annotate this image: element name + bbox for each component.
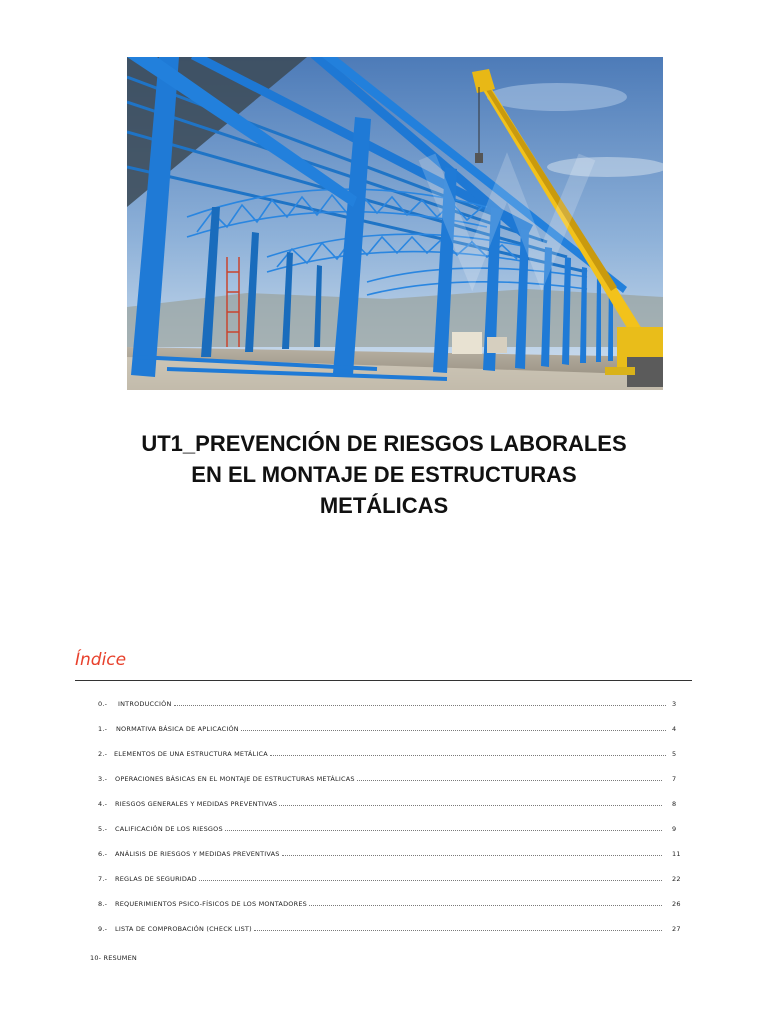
toc-entry-number: 5.- <box>98 825 108 833</box>
toc-entry-page: 3 <box>672 700 677 708</box>
toc-leader-dots <box>225 830 662 831</box>
toc-leader-dots <box>309 905 662 906</box>
toc-entry-label: OPERACIONES BÁSICAS EN EL MONTAJE DE ESTRUCTURAS METÁLICAS <box>115 775 355 783</box>
toc-entry-number: 1.- <box>98 725 108 733</box>
toc-leader-dots <box>199 880 662 881</box>
toc-entry-page: 22 <box>672 875 681 883</box>
toc-entry-page: 27 <box>672 925 681 933</box>
toc-entry-page: 26 <box>672 900 681 908</box>
title-line-2: EN EL MONTAJE DE ESTRUCTURAS <box>191 462 577 487</box>
toc-leader-dots <box>279 805 662 806</box>
toc-entry[interactable] <box>98 746 668 758</box>
toc-entry-label: RIESGOS GENERALES Y MEDIDAS PREVENTIVAS <box>115 800 278 808</box>
toc-entry-page: 9 <box>672 825 677 833</box>
toc-leader-dots <box>357 780 662 781</box>
toc-entry-label: REQUERIMIENTOS PSICO-FÍSICOS DE LOS MONTADORES <box>115 900 307 908</box>
document-title <box>0 428 768 521</box>
toc-entry-number: 8.- <box>98 900 108 908</box>
index-divider <box>75 680 692 681</box>
toc-leader-dots <box>241 730 666 731</box>
index-heading: Índice <box>75 650 127 670</box>
toc-leader-dots <box>254 930 662 931</box>
toc-entry[interactable] <box>98 821 664 833</box>
toc-entry[interactable] <box>90 950 190 962</box>
toc-entry[interactable] <box>98 696 668 708</box>
toc-entry[interactable] <box>98 796 664 808</box>
toc-entry-label: ANÁLISIS DE RIESGOS Y MEDIDAS PREVENTIVAS <box>115 850 280 858</box>
toc-entry-number: 6.- <box>98 850 108 858</box>
toc-entry[interactable] <box>98 896 664 908</box>
title-line-3: METÁLICAS <box>319 493 449 518</box>
toc-entry-label: CALIFICACIÓN DE LOS RIESGOS <box>115 825 223 833</box>
toc-leader-dots <box>282 855 662 856</box>
toc-entry[interactable] <box>98 921 664 933</box>
toc-entry-number: 10- RESUMEN <box>90 954 137 962</box>
toc-entry[interactable] <box>98 871 664 883</box>
toc-entry[interactable] <box>98 771 664 783</box>
toc-entry-number: 4.- <box>98 800 108 808</box>
toc-entry-number: 3.- <box>98 775 108 783</box>
cover-image <box>127 57 663 390</box>
toc-leader-dots <box>270 755 666 756</box>
toc-entry-page: 4 <box>672 725 677 733</box>
toc-entry-number: 0.- <box>98 700 108 708</box>
toc-entry-number: 9.- <box>98 925 108 933</box>
toc-entry-page: 5 <box>672 750 677 758</box>
toc-entry-page: 8 <box>672 800 677 808</box>
toc-entry-number: 7.- <box>98 875 108 883</box>
toc-entry-label: LISTA DE COMPROBACIÓN (CHECK LIST) <box>115 925 252 933</box>
title-line-1: UT1_PREVENCIÓN DE RIESGOS LABORALES <box>141 431 627 456</box>
toc-entry-label: INTRODUCCIÓN <box>118 700 172 708</box>
toc-entry-label: ELEMENTOS DE UNA ESTRUCTURA METÁLICA <box>114 750 268 758</box>
toc-entry-page: 11 <box>672 850 681 858</box>
toc-entry[interactable] <box>98 721 668 733</box>
toc-entry-label: NORMATIVA BÁSICA DE APLICACIÓN <box>116 725 239 733</box>
toc-leader-dots <box>174 705 666 706</box>
toc-entry-number: 2.- <box>98 750 108 758</box>
toc-entry[interactable] <box>98 846 664 858</box>
toc-entry-label: REGLAS DE SEGURIDAD <box>115 875 197 883</box>
toc-entry-page: 7 <box>672 775 677 783</box>
